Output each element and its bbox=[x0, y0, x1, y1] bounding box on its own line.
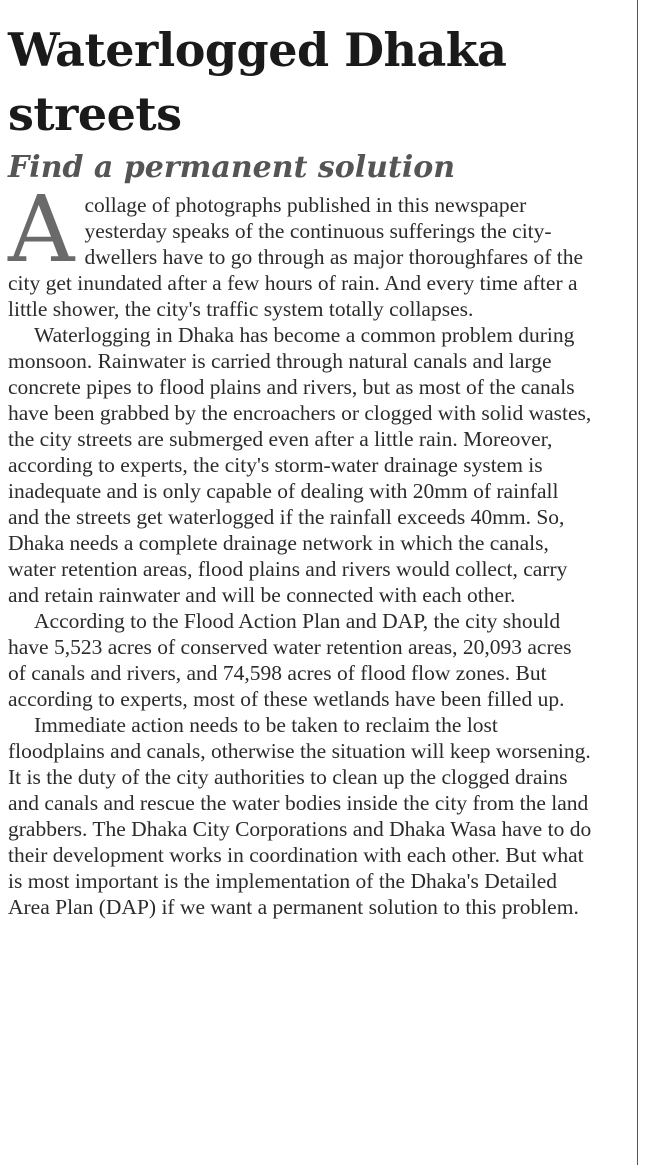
drop-cap: A bbox=[8, 176, 75, 283]
paragraph-1-text: collage of photographs published in this newspaper yesterday speaks of the continuous sufferings the city-dwellers have to go through as major thoroughfares of the city get inundated after a few hours of rain. And every time after a little shower, the city's traffic system totally collapses. bbox=[8, 193, 583, 321]
headline: Waterlogged Dhaka streets bbox=[8, 23, 507, 141]
editorial-article bbox=[8, 18, 592, 920]
paragraph-4: Immediate action needs to be taken to reclaim the lost floodplains and canals, otherwise the situation will keep worsening. It is the duty of the city authorities to clean up the clogged drains and canals and rescue the water bodies inside the city from the land grabbers. The Dhaka City Corporations and Dhaka Wasa have to do their development works in coordination with each other. But what is most important is the implementation of the Dhaka's Detailed Area Plan (DAP) if we want a permanent solution to this problem. bbox=[8, 713, 592, 919]
column-rule bbox=[637, 0, 638, 1165]
article-body bbox=[8, 176, 592, 920]
subheadline: Find a permanent solution bbox=[8, 150, 456, 185]
paragraph-1 bbox=[8, 176, 592, 322]
paragraph-2: Waterlogging in Dhaka has become a common problem during monsoon. Rainwater is carried through natural canals and large concrete pipes to flood plains and rivers, but as most of the canals have been grabbed by the encroachers or clogged with solid wastes, the city streets are submerged even after a little rain. Moreover, according to experts, the city's storm-water drainage system is inadequate and is only capable of dealing with 20mm of rainfall and the streets get waterlogged if the rainfall exceeds 40mm. So, Dhaka needs a complete drainage network in which the canals, water retention areas, flood plains and rivers would collect, carry and retain rainwater and will be connected with each other. bbox=[8, 323, 592, 607]
paragraph-3: According to the Flood Action Plan and DAP, the city should have 5,523 acres of conserved water retention areas, 20,093 acres of canals and rivers, and 74,598 acres of flood flow zones. But according to experts, most of these wetlands have been filled up. bbox=[8, 609, 572, 711]
